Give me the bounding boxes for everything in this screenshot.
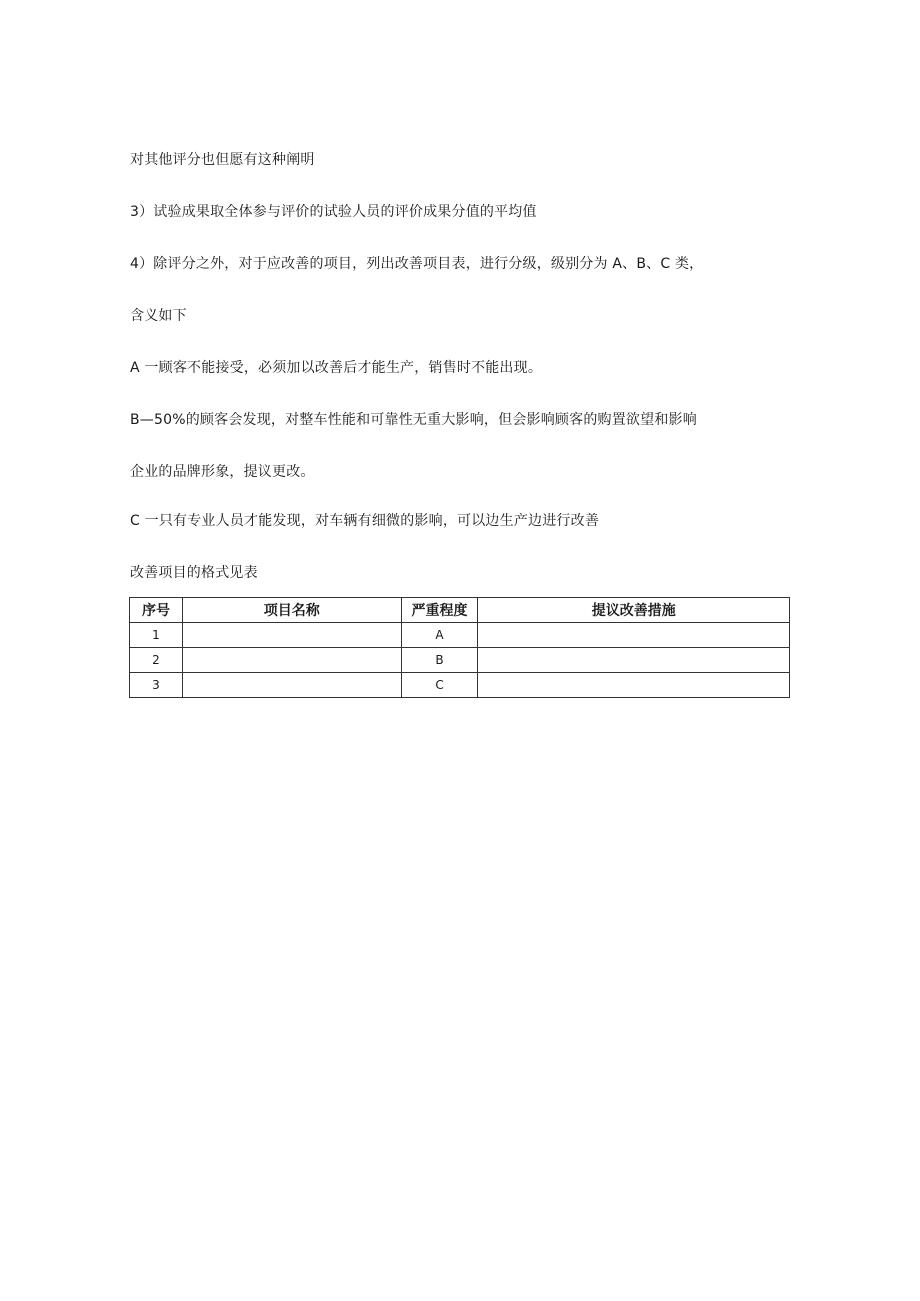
cell-serial-no: 1 — [130, 623, 183, 648]
paragraph-item-3: 3）试验成果取全体参与评价的试验人员的评价成果分值的平均值 — [130, 204, 537, 220]
paragraph-meaning-intro: 含义如下 — [130, 308, 187, 324]
cell-proposed-measures — [478, 673, 790, 698]
header-item-name: 项目名称 — [182, 598, 401, 623]
cell-serial-no: 3 — [130, 673, 183, 698]
cell-item-name — [182, 623, 401, 648]
cell-serial-no: 2 — [130, 648, 183, 673]
table-row — [130, 623, 790, 648]
paragraph-class-c: C 一只有专业人员才能发现，对车辆有细微的影响，可以边生产边进行改善 — [130, 513, 600, 529]
paragraph-class-b: B—50%的顾客会发现，对整车性能和可靠性无重大影响，但会影响顾客的购置欲望和影响 — [130, 412, 697, 428]
header-severity: 严重程度 — [401, 598, 478, 623]
table-row — [130, 673, 790, 698]
header-serial-no: 序号 — [130, 598, 183, 623]
paragraph-class-b-continued: 企业的品牌形象，提议更改。 — [130, 464, 315, 480]
cell-proposed-measures — [478, 623, 790, 648]
improvement-items-table — [129, 597, 790, 698]
table-header-row — [130, 598, 790, 623]
cell-item-name — [182, 673, 401, 698]
cell-proposed-measures — [478, 648, 790, 673]
paragraph-class-a: A 一顾客不能接受，必须加以改善后才能生产，销售时不能出现。 — [130, 360, 543, 376]
cell-severity: A — [401, 623, 478, 648]
header-proposed-measures: 提议改善措施 — [478, 598, 790, 623]
cell-severity: B — [401, 648, 478, 673]
table-row — [130, 648, 790, 673]
cell-item-name — [182, 648, 401, 673]
paragraph-table-intro: 改善项目的格式见表 — [130, 565, 258, 581]
cell-severity: C — [401, 673, 478, 698]
paragraph-explanation-note: 对其他评分也但愿有这种阐明 — [130, 152, 315, 168]
paragraph-item-4: 4）除评分之外，对于应改善的项目，列出改善项目表，进行分级，级别分为 A、B、C 类， — [130, 256, 704, 272]
